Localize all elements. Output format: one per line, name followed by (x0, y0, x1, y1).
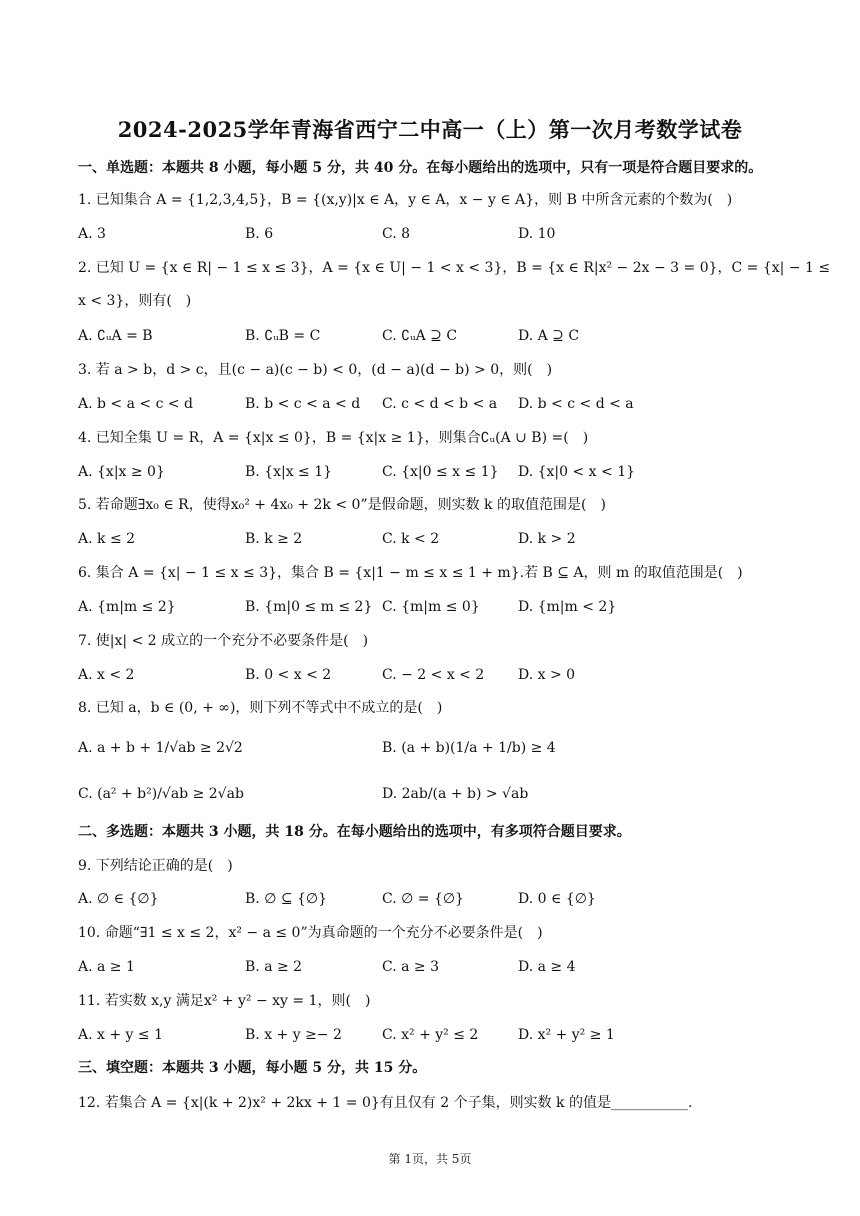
question-9-stem: 9. 下列结论正确的是( ) (78, 858, 233, 874)
question-1-option-d: D. 10 (518, 226, 556, 242)
question-1-option-a: A. 3 (78, 226, 106, 242)
question-6-stem: 6. 集合 A = {x| − 1 ≤ x ≤ 3}，集合 B = {x|1 − m ≤ x ≤ 1 + m}.若 B ⊆ A，则 m 的取值范围是( ) (78, 565, 743, 581)
question-2-option-c: C. ∁ᵤA ⊇ C (382, 328, 458, 344)
question-2-stem-line-2: x < 3}，则有( ) (78, 293, 192, 309)
question-7-option-a: A. x < 2 (78, 667, 135, 683)
question-3-option-d: D. b < c < d < a (518, 396, 634, 412)
question-10-option-a: A. a ≥ 1 (78, 959, 135, 975)
question-8-option-c: C. (a² + b²)/√ab ≥ 2√ab (78, 786, 244, 802)
question-7-option-c: C. − 2 < x < 2 (382, 667, 485, 683)
question-11-stem: 11. 若实数 x,y 满足x² + y² − xy = 1，则( ) (78, 993, 371, 1009)
question-3-option-a: A. b < a < c < d (78, 396, 194, 412)
question-5-option-b: B. k ≥ 2 (245, 531, 303, 547)
question-5-stem: 5. 若命题∃x₀ ∈ R，使得x₀² + 4x₀ + 2k < 0”是假命题，则实数 k 的取值范围是( ) (78, 497, 606, 513)
question-4-option-a: A. {x|x ≥ 0} (78, 464, 165, 480)
question-11-option-a: A. x + y ≤ 1 (78, 1027, 163, 1043)
question-8-stem: 8. 已知 a，b ∈ (0, + ∞)，则下列不等式中不成立的是( ) (78, 700, 443, 716)
question-5-option-d: D. k > 2 (518, 531, 576, 547)
question-3-stem: 3. 若 a > b，d > c，且(c − a)(c − b) < 0，(d − a)(d − b) > 0，则( ) (78, 362, 553, 378)
question-10-option-c: C. a ≥ 3 (382, 959, 439, 975)
question-4-option-b: B. {x|x ≤ 1} (245, 464, 333, 480)
question-10-stem: 10. 命题“∃1 ≤ x ≤ 2，x² − a ≤ 0”为真命题的一个充分不必要条件是( ) (78, 925, 543, 941)
question-2-option-a: A. ∁ᵤA = B (78, 328, 153, 344)
question-1-stem: 1. 已知集合 A = {1,2,3,4,5}，B = {(x,y)|x ∈ A，y ∈ A，x − y ∈ A}，则 B 中所含元素的个数为( ) (78, 192, 733, 208)
question-6-option-c: C. {m|m ≤ 0} (382, 599, 480, 615)
question-7-option-d: D. x > 0 (518, 667, 576, 683)
question-2-option-b: B. ∁ᵤB = C (245, 328, 321, 344)
question-10-option-b: B. a ≥ 2 (245, 959, 303, 975)
question-9-option-d: D. 0 ∈ {∅} (518, 891, 596, 907)
question-2-option-d: D. A ⊇ C (518, 328, 580, 344)
question-10-option-d: D. a ≥ 4 (518, 959, 576, 975)
question-5-option-a: A. k ≤ 2 (78, 531, 136, 547)
question-6-option-a: A. {m|m ≤ 2} (78, 599, 176, 615)
section-heading-single-choice: 一、单选题：本题共 8 小题，每小题 5 分，共 40 分。在每小题给出的选项中，只有一项是符合题目要求的。 (78, 160, 763, 176)
question-9-option-b: B. ∅ ⊆ {∅} (245, 891, 328, 907)
page-footer: 第 1页，共 5页 (388, 1152, 472, 1166)
question-8-option-a: A. a + b + 1/√ab ≥ 2√2 (78, 740, 243, 756)
question-12-stem: 12. 若集合 A = {x|(k + 2)x² + 2kx + 1 = 0}有且仅有 2 个子集，则实数 k 的值是___________. (78, 1095, 693, 1111)
question-6-option-b: B. {m|0 ≤ m ≤ 2} (245, 599, 373, 615)
question-3-option-b: B. b < c < a < d (245, 396, 361, 412)
question-3-option-c: C. c < d < b < a (382, 396, 498, 412)
section-heading-fill-in: 三、填空题：本题共 3 小题，每小题 5 分，共 15 分。 (78, 1060, 427, 1076)
section-heading-multiple-choice: 二、多选题：本题共 3 小题，共 18 分。在每小题给出的选项中，有多项符合题目要求。 (78, 824, 631, 840)
question-7-stem: 7. 使|x| < 2 成立的一个充分不必要条件是( ) (78, 633, 369, 649)
question-8-option-b: B. (a + b)(1/a + 1/b) ≥ 4 (382, 740, 556, 756)
question-1-option-c: C. 8 (382, 226, 411, 242)
question-11-option-d: D. x² + y² ≥ 1 (518, 1027, 615, 1043)
question-7-option-b: B. 0 < x < 2 (245, 667, 332, 683)
question-1-option-b: B. 6 (245, 226, 274, 242)
question-9-option-a: A. ∅ ∈ {∅} (78, 891, 159, 907)
question-11-option-b: B. x + y ≥− 2 (245, 1027, 342, 1043)
question-11-option-c: C. x² + y² ≤ 2 (382, 1027, 479, 1043)
question-4-option-c: C. {x|0 ≤ x ≤ 1} (382, 464, 499, 480)
question-5-option-c: C. k < 2 (382, 531, 440, 547)
question-2-stem-line-1: 2. 已知 U = {x ∈ R| − 1 ≤ x ≤ 3}，A = {x ∈ U| − 1 < x < 3}，B = {x ∈ R|x² − 2x − 3 = 0}，C = {x| − 1 ≤ (78, 260, 831, 276)
page-title: 2024-2025学年青海省西宁二中高一（上）第一次月考数学试卷 (117, 117, 743, 142)
question-6-option-d: D. {m|m < 2} (518, 599, 617, 615)
question-8-option-d: D. 2ab/(a + b) > √ab (382, 786, 529, 802)
question-9-option-c: C. ∅ = {∅} (382, 891, 464, 907)
question-4-option-d: D. {x|0 < x < 1} (518, 464, 636, 480)
question-4-stem: 4. 已知全集 U = R，A = {x|x ≤ 0}，B = {x|x ≥ 1}，则集合∁ᵤ(A ∪ B) =( ) (78, 430, 589, 446)
